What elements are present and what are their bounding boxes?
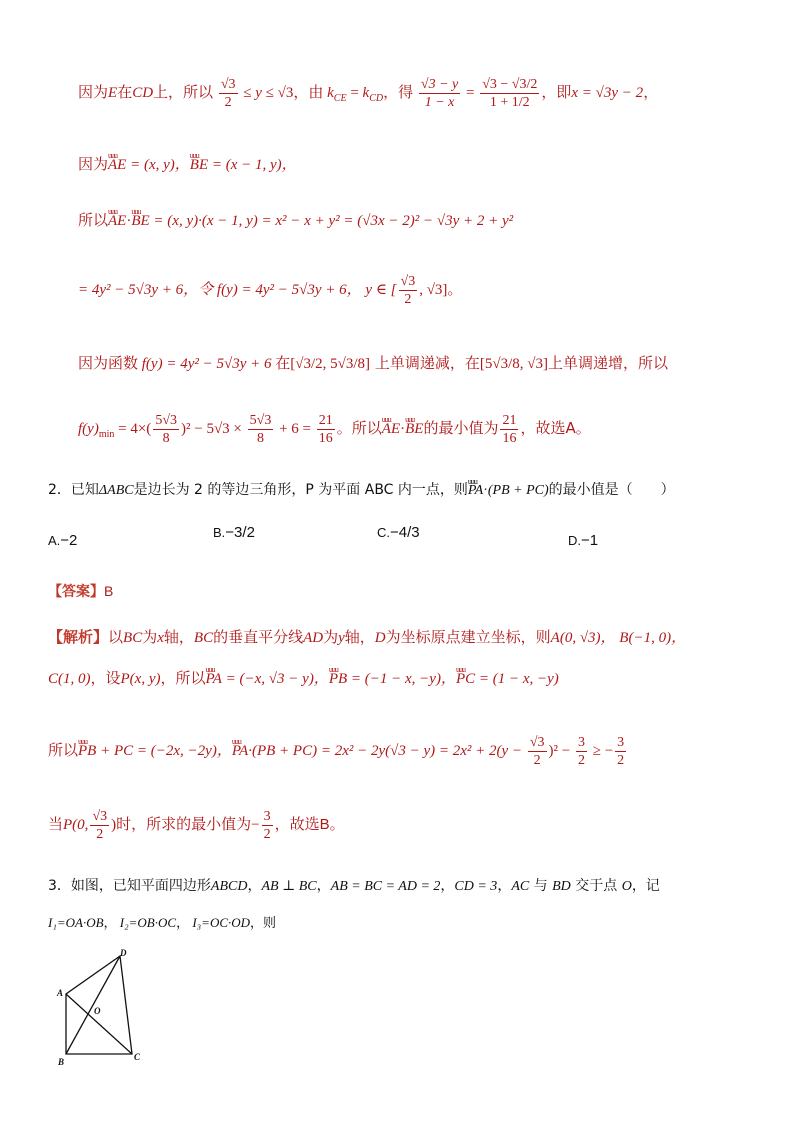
ineq-right: 3: [285, 84, 294, 101]
fraction: [153, 412, 179, 447]
text: ，所以: [160, 669, 206, 687]
solution-line-3: [78, 209, 513, 232]
fraction: [262, 808, 273, 843]
text: 轴，: [163, 628, 194, 646]
f-min: f(y): [78, 420, 99, 437]
num: 3: [617, 735, 625, 750]
text: 轴，: [344, 628, 375, 646]
answer-line: [48, 580, 113, 604]
analysis-line-1: [48, 626, 686, 649]
text: ，记: [631, 878, 660, 894]
den: 16: [502, 431, 517, 446]
text: 为: [142, 628, 158, 646]
text: ，则: [250, 916, 277, 931]
var-cd: CD: [132, 84, 154, 101]
interval: [√3/2, 5√3/8]: [290, 356, 371, 372]
expression: )² −: [548, 742, 574, 759]
function: f(y) = 4y² − 5√3y + 6，: [213, 281, 362, 298]
fraction: [528, 734, 547, 769]
fraction: [90, 808, 109, 843]
text: 为: [323, 628, 339, 646]
x-axis: x: [157, 630, 164, 646]
quad: ABCD: [210, 879, 248, 894]
label-o: O: [94, 1006, 101, 1016]
den: 16: [318, 431, 333, 446]
analysis-tag: 【解析】: [48, 628, 109, 646]
num: 21: [502, 413, 517, 428]
interval: [5√3/8, √3]: [479, 356, 548, 372]
seg-ac: AC: [511, 879, 530, 894]
k-sub-2: CD: [369, 92, 384, 104]
triangle: ΔABC: [98, 483, 134, 498]
fraction: [615, 734, 626, 769]
text: 在: [117, 82, 133, 101]
fraction: [317, 412, 335, 447]
fraction: [399, 273, 418, 308]
vector-pc: uuu PC: [456, 668, 475, 690]
point-b: B(−1, 0)，: [615, 630, 687, 646]
num: √3 − √3/2: [482, 77, 538, 92]
solution-line-1: 因为E在CD上，所以 $\frac{√3}{2}$ ≤ y ≤ √3，由 $k_{CE} = k_{CD}$，得 $\frac{√3 - y}{1 - x}$ = $\frac{√3 - √3/2}{1 + 1/2}$ ，即x = √3y − 2，: [78, 77, 659, 110]
option-d[interactable]: [568, 532, 598, 549]
answer-tag: 【答案】: [48, 584, 104, 600]
num: 5√3: [249, 413, 272, 428]
option-a[interactable]: [48, 532, 77, 549]
option-value: −4/3: [390, 524, 420, 541]
text: 因为: [78, 155, 109, 173]
x-expression: x = √3y − 2: [571, 84, 644, 101]
solution-line-2: [78, 153, 297, 176]
equation: = (1 − x, −y): [475, 671, 559, 687]
text: 3．如图，已知平面四边形: [48, 878, 211, 894]
text: 的最小值是（ ）: [548, 482, 675, 498]
text: 是边长为 2 的等边三角形，P 为平面 ABC 内一点，则: [133, 482, 468, 498]
q3-stem: [48, 875, 660, 898]
diagonal-ac: [66, 994, 132, 1054]
min-sub: min: [98, 428, 115, 440]
point-c: C(1, 0): [48, 671, 91, 687]
fraction: [576, 734, 587, 769]
point-p: P(x, y): [120, 671, 161, 687]
choice: B: [319, 815, 330, 833]
text: ，: [247, 879, 262, 894]
text: ，: [316, 879, 331, 894]
den: 8: [162, 431, 170, 446]
text: 上，所以: [153, 82, 214, 101]
text: 上单调递增，所以: [547, 354, 668, 372]
vector-be: uuu BE: [405, 418, 423, 440]
analysis-line-2: [48, 667, 559, 690]
text: 2．已知: [48, 482, 99, 498]
dot: ·: [126, 213, 132, 229]
minus: −: [251, 816, 260, 833]
text: 为坐标原点建立坐标，则: [385, 628, 551, 646]
option-value: −1: [581, 532, 599, 549]
text: 在: [275, 354, 291, 372]
option-label: D.: [568, 533, 581, 548]
seg-bc: BC: [193, 630, 214, 646]
equation: = (x − 1, y)，: [208, 157, 297, 173]
expression: = (x, y)·(x − 1, y) = x² − x + y² = (√3x − 2)² − √3y + 2 + y²: [149, 213, 514, 229]
text: ，即: [541, 82, 572, 101]
equation: = (−1 − x, −y)，: [347, 671, 456, 687]
label-b: B: [58, 1057, 65, 1067]
vector-be: uuu BE: [131, 210, 149, 232]
den: 2: [263, 827, 271, 842]
domain: y ∈ [: [361, 281, 397, 298]
answer-value: B: [104, 583, 114, 599]
num: √3: [92, 809, 108, 824]
label-d: D: [120, 948, 127, 958]
fraction: [248, 412, 274, 447]
num: 3: [228, 77, 236, 92]
text: ，故选A。: [520, 418, 591, 437]
text: ，: [440, 879, 455, 894]
equation: = (−2x, −2y)，: [133, 742, 232, 759]
text: ，: [497, 879, 512, 894]
q3-defs: [48, 912, 276, 935]
point-o: O: [621, 879, 632, 894]
var-e: E: [108, 84, 118, 101]
equation: = (x, y)，: [126, 157, 190, 173]
den: 2: [577, 753, 585, 768]
option-value: −2: [60, 532, 78, 549]
i2-def: I₂=OB·OC: [119, 915, 177, 930]
vector-pa: uuu PA: [232, 740, 248, 762]
seg-bd: BD: [552, 879, 571, 894]
seg-ad: AD: [303, 630, 324, 646]
den: 2: [404, 292, 412, 307]
ineq-mid: ≤ y ≤: [239, 84, 278, 101]
expression: (PB + PC): [487, 483, 549, 498]
k-symbol: k: [327, 84, 334, 101]
fraction: $\frac{√3}{2}$: [220, 77, 236, 110]
num: 3: [577, 735, 585, 750]
solution-line-4: [78, 273, 462, 308]
expression: ≥ −: [588, 742, 614, 759]
sep: ，: [176, 915, 190, 930]
vector-ae: uuu AE: [108, 154, 126, 176]
dot: ·: [400, 420, 406, 437]
label-a: A: [57, 988, 64, 998]
option-label: A.: [48, 533, 61, 548]
paren: ): [111, 816, 117, 833]
text: 的最小值为: [423, 418, 499, 437]
text: ，设: [90, 669, 121, 687]
num: √3 − y: [420, 77, 459, 92]
num: 21: [318, 413, 333, 428]
point-d: D: [374, 630, 386, 646]
i3-def: I₃=OC·OD: [192, 915, 251, 930]
option-value: −3/2: [225, 524, 255, 541]
fraction: [419, 76, 460, 111]
sep: ，: [103, 915, 117, 930]
vector-ae: uuu AE: [108, 210, 126, 232]
text: 上单调递减，在: [370, 354, 480, 372]
fraction: [500, 412, 518, 447]
text: 因为: [78, 82, 109, 101]
num: √3: [529, 735, 545, 750]
expression: ·(PB + PC) = 2x² − 2y(√3 − y) = 2x² + 2(y −: [248, 742, 526, 759]
den: 1 − x: [424, 95, 455, 110]
den: 2: [617, 753, 625, 768]
domain: , √3]。: [419, 281, 463, 298]
text: ，: [643, 84, 659, 101]
point: P(0,: [63, 816, 89, 833]
equalities: AB = BC = AD = 2: [330, 879, 441, 894]
function: f(y) = 4y² − 5√3y + 6: [138, 356, 276, 372]
expression: + 6 =: [275, 420, 315, 437]
analysis-line-4: [48, 808, 345, 843]
analysis-line-3: [48, 734, 628, 769]
expression: = 4y² − 5√3y + 6，令: [78, 281, 214, 298]
text: 所以: [48, 740, 79, 759]
seg-bc: BC: [123, 630, 143, 646]
text: 的垂直平分线: [213, 628, 304, 646]
option-label: B.: [213, 525, 226, 540]
equation: = (−x, √3 − y)，: [221, 671, 329, 687]
expression: = 4×(: [114, 420, 152, 437]
point-a: A(0, √3)，: [550, 630, 616, 646]
text: ，由: [293, 82, 324, 101]
vector-pb: uuu PB: [329, 668, 347, 690]
diagonal-bd: [66, 956, 120, 1054]
quad-outline: [66, 956, 132, 1054]
y-axis: y: [338, 630, 345, 646]
num: 5√3: [155, 413, 177, 428]
text: 时，所求的最小值为: [116, 814, 252, 833]
k-symbol: k: [362, 84, 370, 101]
vector-sum: uuu PB + PC: [78, 740, 133, 762]
cd-length: CD = 3: [454, 879, 498, 894]
option-c[interactable]: [377, 524, 420, 541]
den: 1 + 1/2: [489, 95, 530, 110]
den: 8: [257, 431, 264, 446]
num: √3: [400, 274, 416, 289]
i1-def: I₁=OA·OB: [48, 915, 104, 930]
text: 交于点: [570, 878, 622, 894]
perp: AB ⊥ BC: [261, 879, 317, 894]
vector-ae: uuu AE: [382, 418, 400, 440]
text: ，得: [383, 82, 414, 101]
text: 所以: [78, 211, 109, 229]
den: 2: [224, 95, 232, 110]
fraction: [480, 76, 539, 111]
dot: ·: [483, 483, 488, 498]
text: 与: [529, 878, 553, 894]
option-b[interactable]: [213, 524, 255, 541]
num: 3: [263, 809, 271, 824]
text: 因为函数: [78, 354, 139, 372]
solution-line-6: [78, 412, 591, 447]
text: 。: [329, 816, 345, 833]
vector-pa: uuu PA: [206, 668, 222, 690]
text: 当: [48, 814, 64, 833]
text: 。所以: [336, 418, 382, 437]
label-c: C: [134, 1052, 141, 1062]
solution-line-5: [78, 352, 668, 375]
k-sub-1: CE: [333, 92, 347, 104]
expression: )² − 5√3 ×: [181, 420, 246, 437]
option-label: C.: [377, 525, 390, 540]
text: 以: [108, 628, 124, 646]
den: 2: [96, 827, 104, 842]
q2-stem: [48, 479, 675, 502]
den: 2: [533, 753, 541, 768]
text: ，故选: [274, 814, 320, 833]
quadrilateral-figure: [48, 948, 148, 1068]
vector-be: uuu BE: [190, 154, 208, 176]
vector-pa: uuu PA: [468, 480, 483, 502]
